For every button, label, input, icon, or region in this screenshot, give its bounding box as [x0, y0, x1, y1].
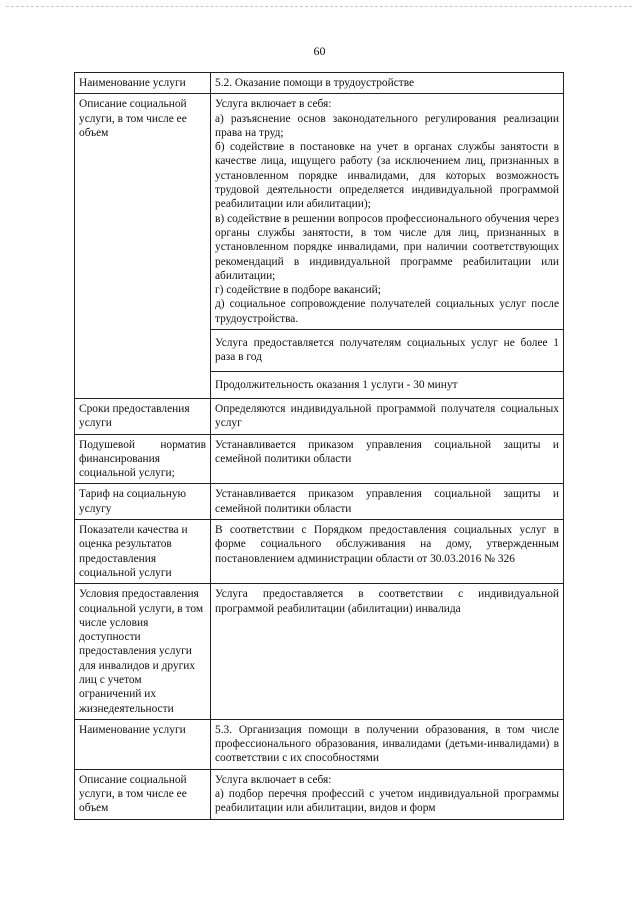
row-value — [211, 769, 564, 819]
description-line: д) социальное сопровождение получателей социальных услуг после трудоустройства. — [215, 298, 559, 325]
description-line: в) содействие в решении вопросов профессионального обучения через органы службы занятости, в том числе для лиц, признанных в установленном порядке инвалидами, при наличии соответствующих рекомендаций в индивидуальной программе реабилитации или абилитации; — [215, 212, 559, 282]
row-value: Услуга предоставляется в соответствии с индивидуальной программой реабилитации (абилитации) инвалида — [211, 584, 564, 720]
row-value: Устанавливается приказом управления социальной защиты и семейной политики области — [211, 434, 564, 484]
table-row — [75, 398, 564, 434]
row-label: Условия предоставления социальной услуги, в том числе условия доступности предоставления услуги для инвалидов и других лиц с учетом ограничений их жизнедеятельности — [75, 584, 211, 720]
row-value — [211, 94, 564, 330]
description-line: а) разъяснение основ законодательного регулирования реализации права на труд; — [215, 112, 559, 139]
row-value: Устанавливается приказом управления социальной защиты и семейной политики области — [211, 484, 564, 520]
row-value: 5.3. Организация помощи в получении образования, в том числе профессионального образования, инвалидами (детьми-инвалидами) в соответствии с их способностями — [211, 719, 564, 769]
service-volume: Услуга предоставляется получателям социальных услуг не более 1 раза в год — [211, 330, 564, 372]
row-label: Показатели качества и оценка результатов предоставления социальной услуги — [75, 520, 211, 584]
row-label: Описание социальной услуги, в том числе ее объем — [75, 94, 211, 399]
table-row — [75, 94, 564, 330]
table-row — [75, 769, 564, 819]
description-line: б) содействие в постановке на учет в органах службы занятости в качестве лица, ищущего работу (за исключением лиц, признанных в установленном порядке инвалидами, для которых возможность трудовой деятельности определяется индивидуальной программой реабилитации или абилитации); — [215, 141, 559, 211]
table-row — [75, 434, 564, 484]
row-label: Сроки предоставления услуги — [75, 398, 211, 434]
table-row — [75, 484, 564, 520]
row-label: Наименование услуги — [75, 73, 211, 94]
table-row — [75, 584, 564, 720]
table-row — [75, 520, 564, 584]
row-label: Наименование услуги — [75, 719, 211, 769]
row-value: Определяются индивидуальной программой получателя социальных услуг — [211, 398, 564, 434]
description-line: г) содействие в подборе вакансий; — [215, 284, 381, 297]
row-label: Тариф на социальную услугу — [75, 484, 211, 520]
row-value: 5.2. Оказание помощи в трудоустройстве — [211, 73, 564, 94]
scan-edge-line — [6, 6, 632, 7]
row-value: В соответствии с Порядком предоставления социальных услуг в форме социального обслуживания на дому, утвержденным постановлением администрации области от 30.03.2016 № 326 — [211, 520, 564, 584]
description-line: Услуга включает в себя: — [215, 98, 332, 111]
service-table — [74, 72, 564, 820]
row-label: Описание социальной услуги, в том числе ее объем — [75, 769, 211, 819]
page-number: 60 — [313, 44, 326, 58]
table-row — [75, 73, 564, 94]
row-label: Подушевой норматив финансирования социальной услуги; — [75, 434, 211, 484]
service-duration: Продолжительность оказания 1 услуги - 30 минут — [211, 371, 564, 398]
description-line: Услуга включает в себя: — [215, 773, 332, 786]
table-row — [75, 719, 564, 769]
description-line: а) подбор перечня профессий с учетом индивидуальной программы реабилитации или абилитации, видов и форм — [215, 788, 559, 815]
